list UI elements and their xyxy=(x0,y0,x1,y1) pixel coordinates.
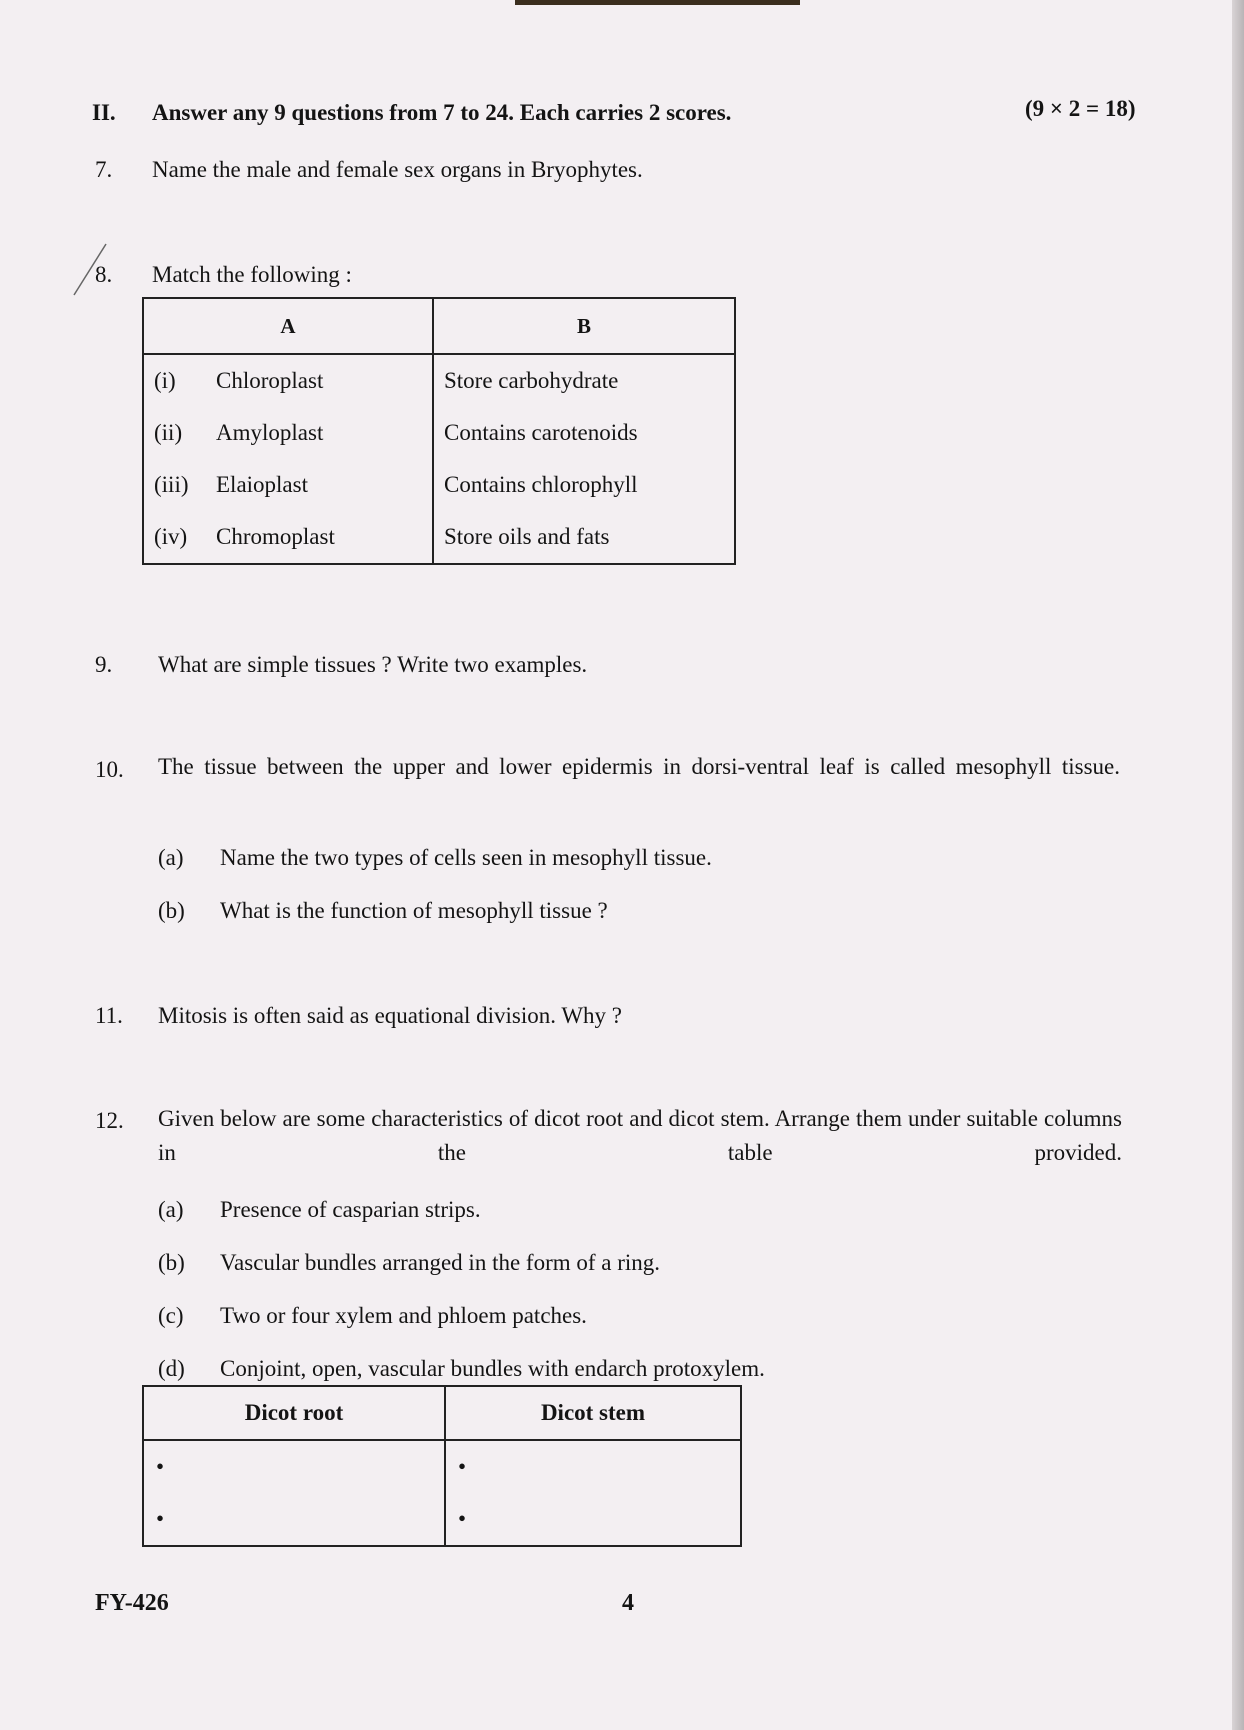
paper-code: FY-426 xyxy=(95,1590,169,1616)
match-cell-a xyxy=(143,511,433,564)
q12-sub-d-label: (d) xyxy=(158,1356,185,1381)
roman-label: (i) xyxy=(154,368,176,393)
page-number: 4 xyxy=(622,1590,634,1616)
match-cell-b: Store carbohydrate xyxy=(444,368,619,393)
q11-text: Mitosis is often said as equational division. Why ? xyxy=(158,1003,622,1028)
dicot-stem-cell[interactable]: • xyxy=(458,1454,467,1479)
roman-label: (iii) xyxy=(154,472,189,497)
q10-sub-b-text: What is the function of mesophyll tissue ? xyxy=(220,898,608,923)
q10-sub-b-label: (b) xyxy=(158,898,185,923)
q11-number: 11. xyxy=(95,1003,123,1028)
match-cell-b: Store oils and fats xyxy=(444,524,610,549)
q10-sub-a-text: Name the two types of cells seen in mesophyll tissue. xyxy=(220,845,712,870)
dicot-table xyxy=(142,1385,742,1547)
q12-sub-c-label: (c) xyxy=(158,1303,184,1328)
q9-number: 9. xyxy=(95,652,113,677)
q12-sub-d-text: Conjoint, open, vascular bundles with endarch protoxylem. xyxy=(220,1356,765,1381)
match-table xyxy=(142,297,736,565)
dicot-root-cell[interactable]: • xyxy=(143,1440,445,1493)
q12-sub-b-label: (b) xyxy=(158,1250,185,1275)
section-number: II. xyxy=(92,100,116,125)
match-cell-a xyxy=(143,407,433,459)
roman-label: (ii) xyxy=(154,420,183,445)
q12-text: Given below are some characteristics of dicot root and dicot stem. Arrange them under suitable columns in the table provided. xyxy=(158,1106,1122,1165)
q12-sub-b-text: Vascular bundles arranged in the form of a ring. xyxy=(220,1250,661,1275)
match-cell-b: Contains carotenoids xyxy=(444,420,638,445)
q10-sub-a-label: (a) xyxy=(158,845,184,870)
table-row xyxy=(143,459,735,511)
q9-text: What are simple tissues ? Write two examples. xyxy=(158,652,588,677)
table-row xyxy=(143,511,735,564)
match-cell-a xyxy=(143,354,433,407)
dicot-root-cell[interactable]: • xyxy=(143,1493,445,1546)
table-row xyxy=(143,354,735,407)
match-header-a: A xyxy=(143,298,433,354)
dicot-table-header-row xyxy=(143,1386,741,1440)
top-edge-bar xyxy=(515,0,800,5)
q8-text: Match the following : xyxy=(152,262,352,287)
organelle-name: Amyloplast xyxy=(216,420,324,445)
roman-label: (iv) xyxy=(154,524,188,549)
match-cell-b: Contains chlorophyll xyxy=(444,472,638,497)
organelle-name: Elaioplast xyxy=(216,472,308,497)
match-table-header-row xyxy=(143,298,735,354)
q12-number: 12. xyxy=(95,1108,124,1133)
q10-number: 10. xyxy=(95,757,124,782)
q7-text: Name the male and female sex organs in Bryophytes. xyxy=(152,157,643,182)
organelle-name: Chromoplast xyxy=(216,524,335,549)
section-instruction: Answer any 9 questions from 7 to 24. Each carries 2 scores. xyxy=(152,100,732,125)
table-row xyxy=(143,1440,741,1493)
section-marks: (9 × 2 = 18) xyxy=(1025,96,1136,121)
table-row xyxy=(143,1493,741,1546)
dicot-stem-header: Dicot stem xyxy=(445,1386,741,1440)
q7-number: 7. xyxy=(95,157,113,182)
match-header-b: B xyxy=(433,298,735,354)
q8-number: 8. xyxy=(95,262,113,287)
match-cell-a xyxy=(143,459,433,511)
q12-sub-a-text: Presence of casparian strips. xyxy=(220,1197,481,1222)
page-right-edge xyxy=(1232,0,1244,1730)
q12-sub-c-text: Two or four xylem and phloem patches. xyxy=(220,1303,587,1328)
table-row xyxy=(143,407,735,459)
dicot-stem-cell[interactable]: • xyxy=(458,1506,467,1531)
dicot-root-header: Dicot root xyxy=(143,1386,445,1440)
q12-sub-a-label: (a) xyxy=(158,1197,184,1222)
q10-text: The tissue between the upper and lower epidermis in dorsi-ventral leaf is called mesophyll tissue. xyxy=(158,754,1120,779)
organelle-name: Chloroplast xyxy=(216,368,324,393)
